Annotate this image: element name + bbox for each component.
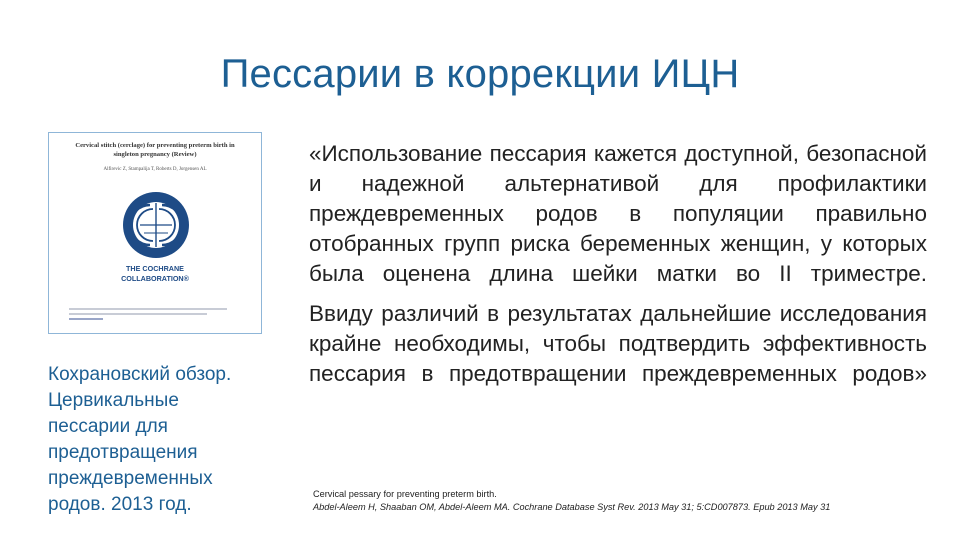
quote-block xyxy=(309,139,927,389)
caption-line: Кохрановский обзор. xyxy=(48,364,232,385)
caption-line: предотвращения xyxy=(48,442,198,463)
quote-paragraph-1: «Использование пессария кажется доступной, безопасной и надежной альтернативой для профилактики преждевременных родов в популяции правильно отобранных групп риска беременных женщин, у которых была оценена длина шейки матки во II триместре. xyxy=(309,141,927,286)
reference-citation xyxy=(313,488,953,514)
cover-organization-name: THE COCHRANE COLLABORATION® xyxy=(121,264,189,283)
caption-line: Цервикальные xyxy=(48,390,179,411)
cochrane-review-cover-image xyxy=(48,132,262,334)
caption-line: преждевременных xyxy=(48,468,213,489)
reference-title: Cervical pessary for preventing preterm birth. xyxy=(313,489,497,499)
cover-caption xyxy=(48,362,278,518)
cover-title: Cervical stitch (cerclage) for preventing preterm birth in singleton pregnancy (Review) xyxy=(75,142,235,158)
slide-title: Пессарии в коррекции ИЦН xyxy=(220,52,740,96)
caption-line: родов. 2013 год. xyxy=(48,494,192,515)
quote-paragraph-2: Ввиду различий в результатах дальнейшие исследования крайне необходимы, чтобы подтвердить эффективность пессария в предотвращении преждевременных родов» xyxy=(309,301,927,386)
cochrane-logo-icon xyxy=(120,189,192,261)
cover-authors: Alfirevic Z, Stampalija T, Roberts D, Jorgensen AL xyxy=(103,167,207,172)
reference-source: Abdel-Aleem H, Shaaban OM, Abdel-Aleem MA. Cochrane Database Syst Rev. 2013 May 31; 5:CD007873. Epub 2013 May 31 xyxy=(313,502,831,512)
cover-footer-lines xyxy=(69,305,241,320)
caption-line: пессарии для xyxy=(48,416,168,437)
